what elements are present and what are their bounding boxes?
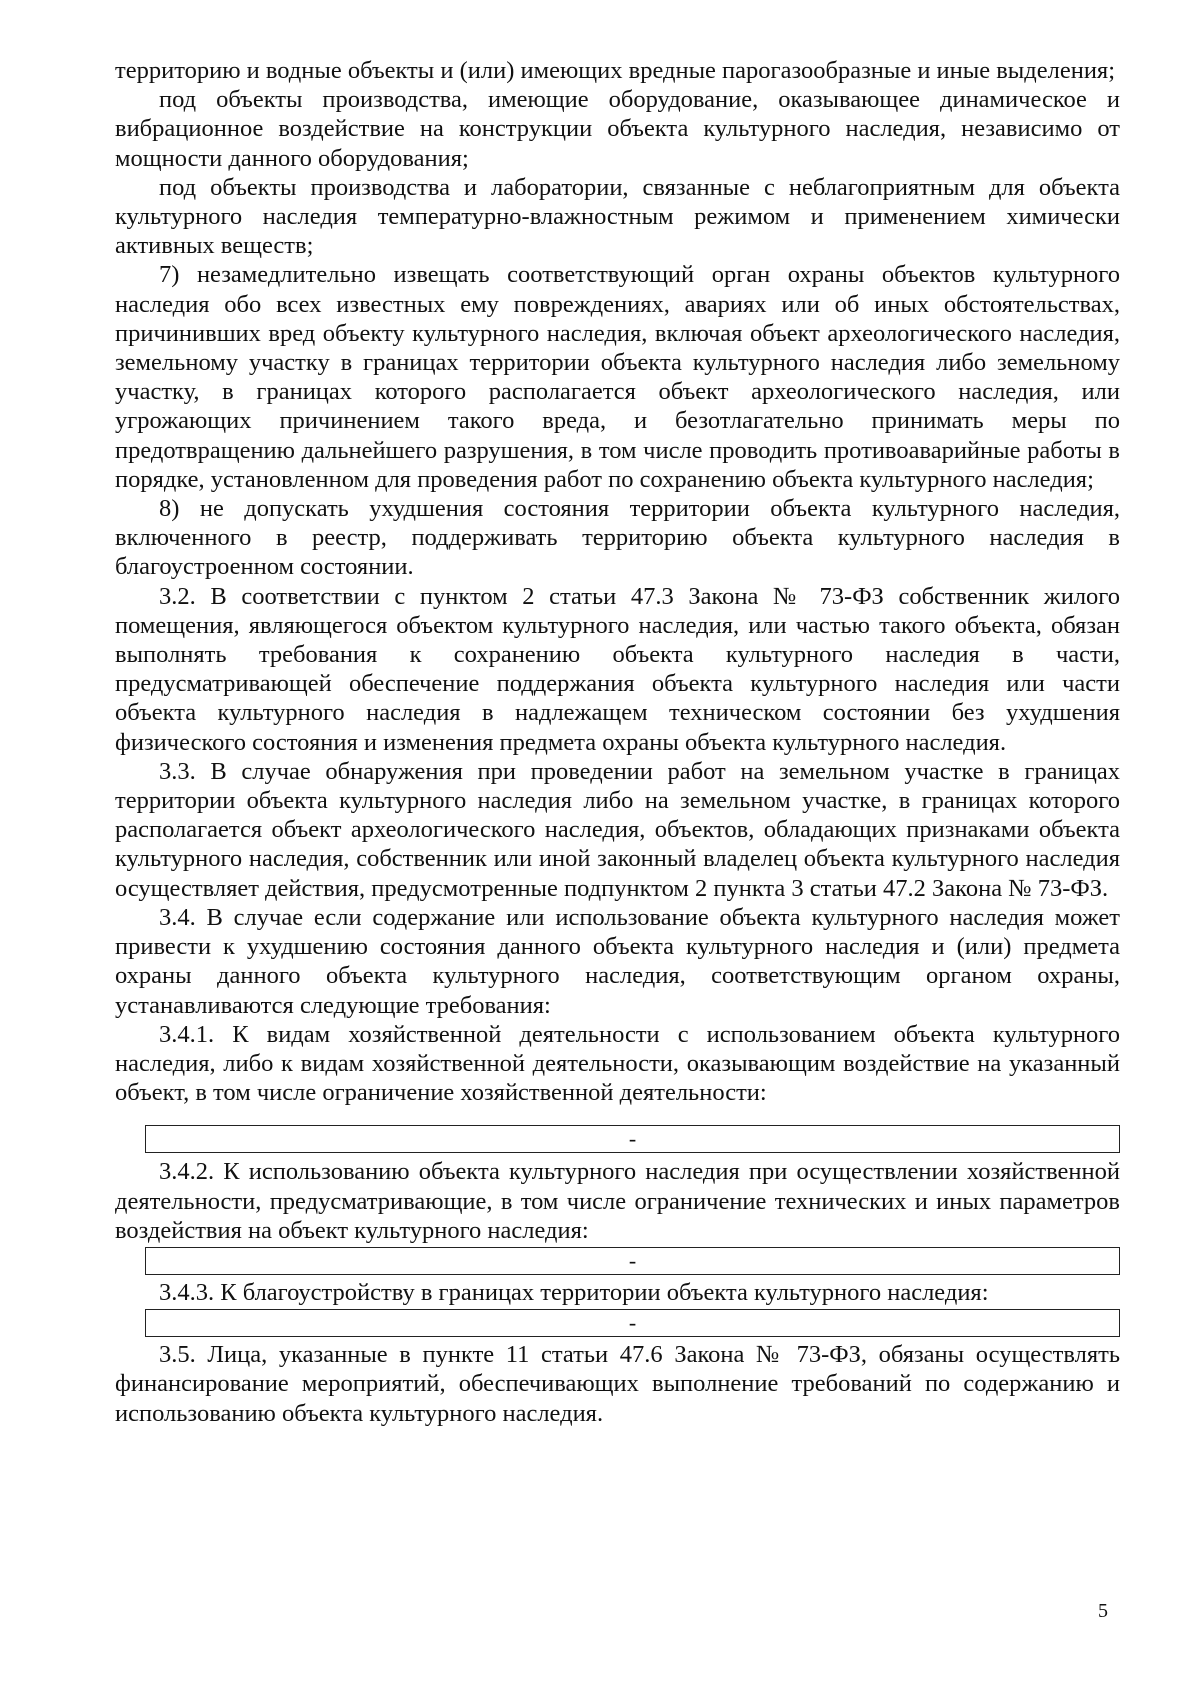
paragraph-production-labs: под объекты производства и лаборатории, связанные с неблагоприятным для объекта культурного наследия температурно-влажностным режимом и применением химически активных веществ;: [115, 173, 1120, 260]
paragraph-3-5: 3.5. Лица, указанные в пункте 11 статьи 47.6 Закона № 73-ФЗ, обязаны осуществлять финансирование мероприятий, обеспечивающих выполнение требований по содержанию и использованию объекта культурного наследия.: [115, 1341, 1120, 1427]
paragraph-item-8: 8) не допускать ухудшения состояния территории объекта культурного наследия, включенного в реестр, поддерживать территорию объекта культурного наследия в благоустроенном состоянии.: [115, 495, 1120, 581]
field-box-3-4-2: -: [145, 1247, 1120, 1275]
paragraph-3-4-3: 3.4.3. К благоустройству в границах территории объекта культурного наследия:: [159, 1278, 989, 1306]
field-box-3-4-3: -: [145, 1309, 1120, 1337]
paragraph-item-7: 7) незамедлительно извещать соответствующий орган охраны объектов культурного наследия обо всех известных ему повреждениях, авариях или об иных обстоятельствах, причинивших вред объекту культурного наследия, включая объект археологического наследия, земельному участку в границах территории объекта культурного наследия либо земельному участку, в границах которого располагается объект археологического наследия, или угрожающих причинением такого вреда, и безотлагательно принимать меры по предотвращению дальнейшего разрушения, в том числе проводить противоаварийные работы в порядке, установленном для проведения работ по сохранению объекта культурного наследия;: [115, 261, 1120, 493]
document-page: [115, 56, 1120, 1428]
paragraph-production-dynamic: под объекты производства, имеющие оборудование, оказывающее динамическое и вибрационное воздействие на конструкции объекта культурного наследия, независимо от мощности данного оборудования;: [115, 86, 1120, 172]
page-number: 5: [1098, 1600, 1108, 1622]
paragraph-3-2: 3.2. В соответствии с пунктом 2 статьи 47.3 Закона № 73-ФЗ собственник жилого помещения, являющегося объектом культурного наследия, или частью такого объекта, обязан выполнять требования к сохранению объекта культурного наследия в части, предусматривающей обеспечение поддержания объекта культурного наследия или части объекта культурного наследия в надлежащем техническом состоянии без ухудшения физического состояния и изменения предмета охраны объекта культурного наследия.: [115, 582, 1120, 756]
paragraph-3-4-1: 3.4.1. К видам хозяйственной деятельности с использованием объекта культурного наследия, либо к видам хозяйственной деятельности, оказывающим воздействие на указанный объект, в том числе ограничение хозяйственной деятельности:: [115, 1020, 1120, 1107]
paragraph-3-4-2: 3.4.2. К использованию объекта культурного наследия при осуществлении хозяйственной деятельности, предусматривающие, в том числе ограничение технических и иных параметров воздействия на объект культурного наследия:: [115, 1158, 1120, 1244]
field-box-3-4-1: -: [145, 1125, 1120, 1153]
paragraph-3-3: 3.3. В случае обнаружения при проведении работ на земельном участке в границах территории объекта культурного наследия либо на земельном участке, в границах которого располагается объект археологического наследия, объектов, обладающих признаками объекта культурного наследия, собственник или иной законный владелец объекта культурного наследия осуществляет действия, предусмотренные подпунктом 2 пункта 3 статьи 47.2 Закона № 73-ФЗ.: [115, 757, 1120, 902]
paragraph-3-4: 3.4. В случае если содержание или использование объекта культурного наследия может привести к ухудшению состояния данного объекта культурного наследия и (или) предмета охраны данного объекта культурного наследия, соответствующим органом охраны, устанавливаются следующие требования:: [115, 903, 1120, 1019]
paragraph-continuation: территорию и водные объекты и (или) имеющих вредные парогазообразные и иные выделения;: [115, 57, 1116, 84]
